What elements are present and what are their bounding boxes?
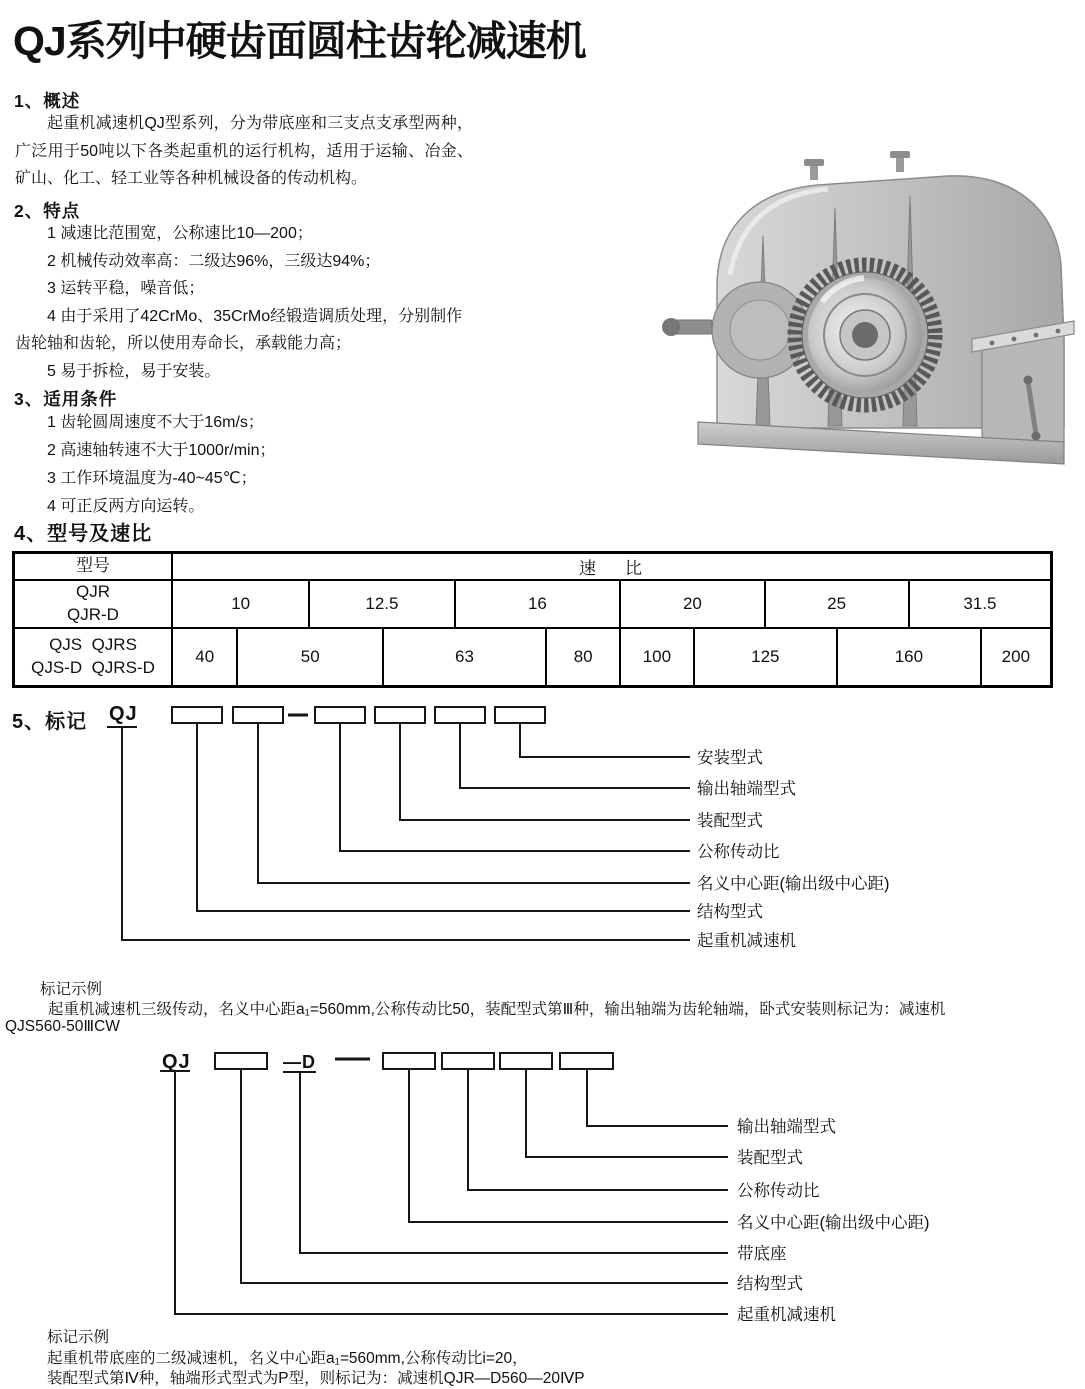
- ratio-cell: 40: [171, 629, 236, 685]
- ratio-cell: 200: [980, 629, 1050, 685]
- ratio-cell: 100: [619, 629, 692, 685]
- model-cell: [15, 629, 171, 685]
- conditions-list: [15, 409, 477, 521]
- diagram-label: 起重机减速机: [697, 932, 796, 950]
- feature-item: 3 运转平稳，噪音低；: [47, 280, 205, 297]
- diagram-label: 装配型式: [697, 812, 763, 830]
- connector-line: [587, 1069, 728, 1126]
- reducer-right-case: [972, 321, 1074, 456]
- diagram-label: 起重机减速机: [737, 1306, 836, 1324]
- example2-line1: 起重机带底座的二级减速机，名义中心距a₁=560mm,公称传动比i=20，: [47, 1350, 528, 1367]
- connector-line: [175, 1071, 728, 1314]
- condition-item: 3 工作环境温度为-40~45℃；: [47, 470, 257, 487]
- ratio-cell: 20: [619, 581, 763, 627]
- code-box: [435, 707, 485, 723]
- feature-item: 1 减速比范围宽，公称速比10—200；: [47, 225, 313, 242]
- model-name: QJR-D: [67, 605, 119, 624]
- code-box: [172, 707, 222, 723]
- code-box: [442, 1053, 494, 1069]
- example2-line2: 装配型式第Ⅳ种，轴端形式型式为P型，则标记为：减速机QJR—D560—20ⅣP: [47, 1370, 585, 1387]
- input-shaft: [662, 282, 808, 378]
- ratio-cell: 160: [836, 629, 980, 685]
- diagram-label: 输出轴端型式: [697, 780, 796, 798]
- connector-line: [122, 727, 690, 940]
- section-overview-heading: 1、概述: [14, 91, 81, 111]
- marking-diagram-qj: [0, 698, 1085, 960]
- ratio-cell: 16: [454, 581, 620, 627]
- ratio-cell: 63: [382, 629, 545, 685]
- code-box: [495, 707, 545, 723]
- diagram-label: 名义中心距(输出级中心距): [697, 875, 890, 893]
- model-name: QJS-D QJRS-D: [31, 658, 155, 677]
- condition-item: 4 可正反两方向运转。: [47, 498, 205, 515]
- table-row-qjr: [15, 579, 1050, 627]
- col-header-model: 型号: [76, 556, 110, 576]
- page-title: QJ系列中硬齿面圆柱齿轮减速机: [13, 18, 586, 64]
- code-box: [315, 707, 365, 723]
- example1-line2: QJS560-50ⅢCW: [5, 1018, 120, 1035]
- connector-line: [300, 1072, 728, 1253]
- model-name: QJS QJRS: [49, 635, 137, 655]
- diagram-label: 公称传动比: [697, 843, 780, 861]
- example1-line1: 起重机减速机三级传动，名义中心距a₁=560mm,公称传动比50，装配型式第Ⅲ种，输出轴端为齿轮轴端，卧式安装则标记为：减速机: [48, 1001, 946, 1018]
- connector-line: [258, 723, 690, 883]
- connector-line: [460, 723, 690, 788]
- feature-item: 4 由于采用了42CrMo、35CrMo经锻造调质处理，分别制作齿轮轴和齿轮，所以使用寿命长，承载能力高；: [15, 307, 463, 352]
- connector-line: [400, 723, 690, 820]
- ratio-cell: 50: [236, 629, 382, 685]
- model-cell: [15, 581, 171, 627]
- connector-line: [409, 1069, 728, 1222]
- section-marking-heading: 5、标记: [12, 711, 88, 733]
- ratio-cell: 10: [171, 581, 308, 627]
- code-box: [215, 1053, 267, 1069]
- diagram-prefix: QJ: [162, 1051, 191, 1073]
- section-features-heading: 2、特点: [14, 201, 81, 221]
- features-list: [15, 220, 477, 385]
- diagram-label: 公称传动比: [737, 1182, 820, 1200]
- diagram-label: 带底座: [737, 1245, 787, 1263]
- connector-line: [520, 723, 690, 757]
- code-box: [560, 1053, 613, 1069]
- section-overview-body: 起重机减速机QJ型系列，分为带底座和三支点支承型两种，广泛用于50吨以下各类起重机的运行机构，适用于运输、冶金、矿山、化工、轻工业等各种机械设备的传动机构。: [15, 115, 473, 187]
- ratio-cell: 25: [764, 581, 908, 627]
- diagram-prefix: QJ: [109, 703, 138, 725]
- code-box: [383, 1053, 435, 1069]
- connector-line: [468, 1069, 728, 1190]
- diagram-label: 名义中心距(输出级中心距): [737, 1214, 930, 1232]
- code-box: [500, 1053, 552, 1069]
- example1-title: 标记示例: [40, 981, 103, 998]
- feature-item: 5 易于拆检，易于安装。: [47, 362, 221, 380]
- ratio-cell: 12.5: [308, 581, 453, 627]
- diagram-label: 结构型式: [737, 1275, 803, 1293]
- model-name: QJR: [76, 582, 110, 602]
- d-code-label: —D: [283, 1052, 316, 1072]
- feature-item: 2 机械传动效率高：二级达96%，三级达94%；: [47, 252, 381, 270]
- section-conditions-heading: 3、适用条件: [14, 389, 118, 409]
- section-models-heading: 4、型号及速比: [14, 523, 153, 545]
- marking-diagram-qjd: [0, 1046, 1085, 1336]
- ratio-cell: 31.5: [908, 581, 1050, 627]
- code-box: [233, 707, 283, 723]
- condition-item: 2 高速轴转速不大于1000r/min；: [47, 442, 276, 459]
- diagram-label: 结构型式: [697, 903, 763, 921]
- model-ratio-table: [12, 551, 1053, 688]
- condition-item: 1 齿轮圆周速度不大于16m/s；: [47, 414, 264, 431]
- col-header-ratio: 速 比: [171, 554, 1050, 579]
- diagram-label: 装配型式: [737, 1149, 803, 1167]
- diagram-label: 输出轴端型式: [737, 1118, 836, 1136]
- connector-line: [241, 1069, 728, 1283]
- table-row-qjs: [15, 627, 1050, 685]
- ratio-cell: 80: [545, 629, 619, 685]
- ratio-cell: 125: [693, 629, 837, 685]
- diagram-label: 安装型式: [697, 749, 763, 767]
- table-header-row: [15, 554, 1050, 579]
- code-box: [375, 707, 425, 723]
- example2-title: 标记示例: [47, 1329, 110, 1346]
- connector-line: [526, 1069, 728, 1157]
- gear-reducer-photo: [660, 90, 1085, 470]
